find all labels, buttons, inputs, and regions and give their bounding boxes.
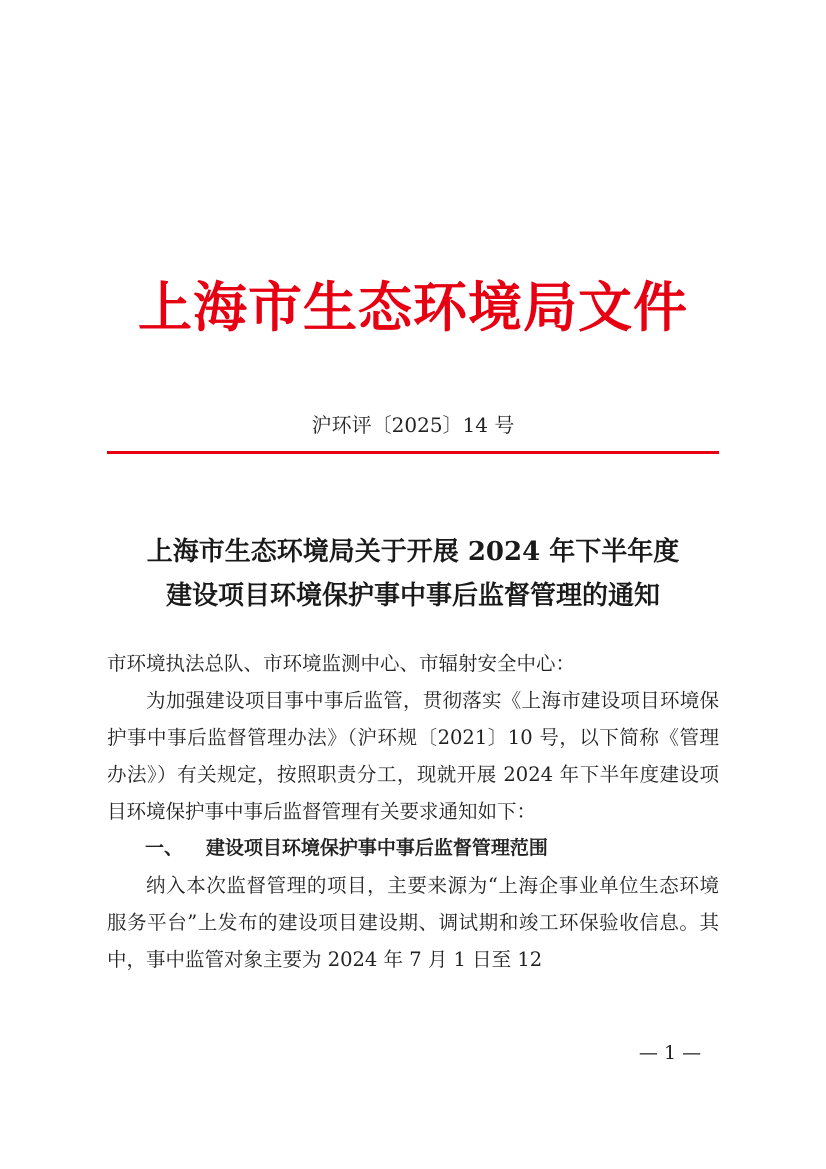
document-number: 沪环评〔2025〕14 号 (311, 413, 515, 437)
masthead-title: 上海市生态环境局文件 (138, 275, 688, 339)
page-number: — 1 — (638, 1042, 702, 1064)
addressee-line: 市环境执法总队、市环境监测中心、市辐射安全中心： (107, 652, 576, 675)
body-paragraph: 为加强建设项目事中事后监管，贯彻落实《上海市建设项目环境保护事中事后监督管理办法》（沪环规〔2021〕10 号，以下简称《管理办法》）有关规定，按照职责分工，现就开展 2024 年下半年度建设项目环境保护事中事后监督管理有关要求通知如下： (107, 689, 719, 823)
section-heading-text: 建设项目环境保护事中事后监督管理范围 (205, 837, 548, 859)
red-divider-line (107, 451, 719, 454)
notice-title-line1: 上海市生态环境局关于开展 2024 年下半年度 (146, 537, 680, 567)
body-paragraph: 纳入本次监督管理的项目，主要来源为“上海企事业单位生态环境服务平台”上发布的建设项目建设期、调试期和竣工环保验收信息。其中，事中监管对象主要为 2024 年 7 月 1 日至 12 (107, 874, 719, 971)
section-heading (107, 830, 719, 867)
document-body (107, 645, 719, 978)
notice-title (0, 530, 826, 618)
section-number: 一、 (145, 837, 184, 859)
notice-title-line2: 建设项目环境保护事中事后监督管理的通知 (165, 581, 660, 611)
